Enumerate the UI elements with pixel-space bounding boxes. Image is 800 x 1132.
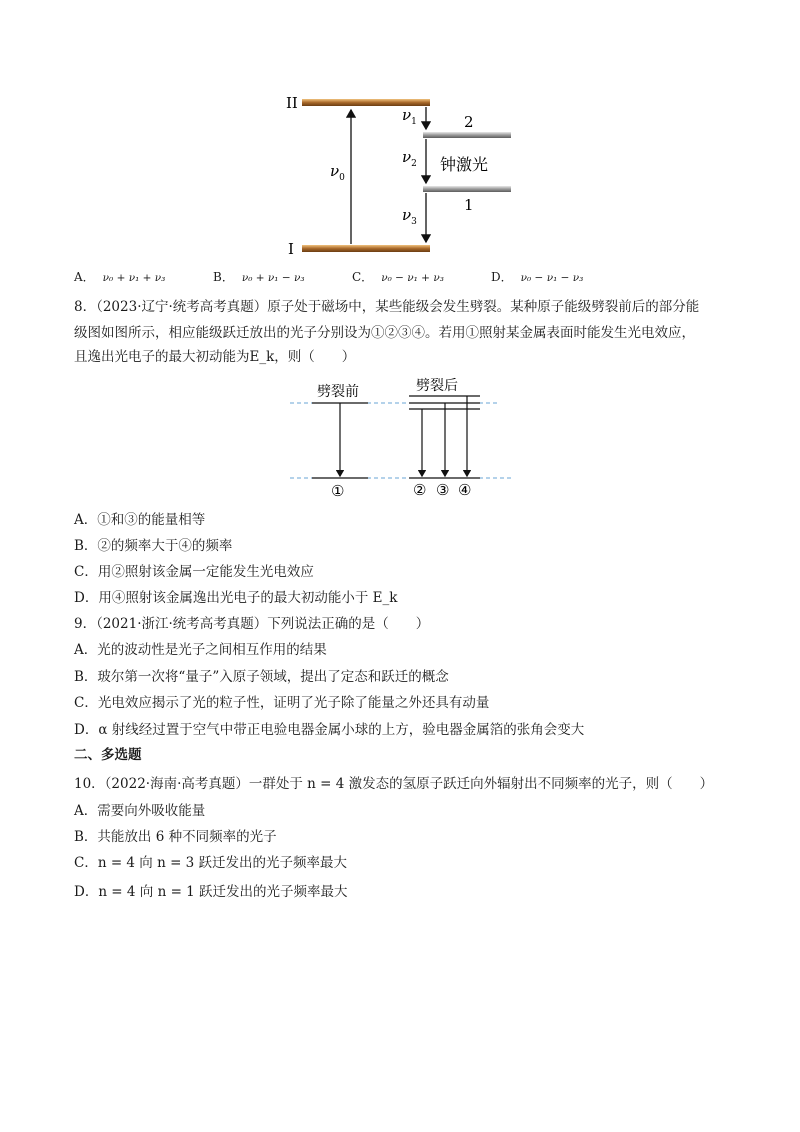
level-1-label: 1 xyxy=(464,196,474,214)
label-I: I xyxy=(288,240,294,258)
splitting-figure xyxy=(290,372,514,502)
q7-option-c[interactable]: C． ν₀ − ν₁ + ν₃ xyxy=(352,270,444,284)
q7-option-b[interactable]: B． ν₀ + ν₁ − ν₃ xyxy=(213,270,305,284)
q7-option-a[interactable]: A． ν₀ + ν₁ + ν₃ xyxy=(74,270,166,284)
circle-2-label: ② xyxy=(413,481,427,499)
level-2-label: 2 xyxy=(464,113,474,131)
q8-option-b[interactable]: B．②的频率大于④的频率 xyxy=(74,538,233,554)
level-2-bar xyxy=(423,132,511,138)
q9-option-a[interactable]: A．光的波动性是光子之间相互作用的结果 xyxy=(74,642,327,658)
section-heading: 二、多选题 xyxy=(74,747,142,763)
before-label: 劈裂前 xyxy=(317,384,359,400)
nu3-label: $\nu_3$ xyxy=(402,206,417,227)
nu0-label: $\nu_0$ xyxy=(330,162,345,183)
q8-stem-line1: 8．（2023·辽宁·统考高考真题）原子处于磁场中，某些能级会发生劈裂。某种原子能级劈裂前后的部分能 xyxy=(74,299,700,315)
circle-3-label: ③ xyxy=(436,481,450,499)
q8-stem-line2: 级图如图所示，相应能级跃迁放出的光子分别设为①②③④。若用①照射某金属表面时能发生光电效应， xyxy=(74,325,695,341)
laser-label: 钟激光 xyxy=(440,155,489,174)
after-label: 劈裂后 xyxy=(416,378,458,394)
q8-option-a[interactable]: A．①和③的能量相等 xyxy=(74,512,206,528)
q9-option-d[interactable]: D．α 射线经过置于空气中带正电验电器金属小球的上方，验电器金属箔的张角会变大 xyxy=(74,722,585,738)
nu1-label: $\nu_1$ xyxy=(402,106,417,127)
level-1-bar xyxy=(423,186,511,192)
q7-option-d[interactable]: D． ν₀ − ν₁ − ν₃ xyxy=(491,270,584,284)
label-II: II xyxy=(286,94,298,112)
q8-option-d[interactable]: D．用④照射该金属逸出光电子的最大初动能小于 E_k xyxy=(74,590,398,606)
q10-option-a[interactable]: A．需要向外吸收能量 xyxy=(74,803,206,819)
q10-stem: 10．（2022·海南·高考真题）一群处于 n = 4 激发态的氢原子跃迁向外辐射出不同频率的光子，则（ ） xyxy=(74,776,714,792)
q10-option-d[interactable]: D．n = 4 向 n = 1 跃迁发出的光子频率最大 xyxy=(74,884,348,900)
q8-stem-line3: 且逸出光电子的最大初动能为E_k，则（ ） xyxy=(74,349,356,365)
nu2-label: $\nu_2$ xyxy=(402,148,417,169)
energy-level-figure xyxy=(280,88,520,258)
level-II-bar xyxy=(302,99,430,106)
circle-1-label: ① xyxy=(331,482,345,500)
q9-option-c[interactable]: C．光电效应揭示了光的粒子性，证明了光子除了能量之外还具有动量 xyxy=(74,695,490,711)
q8-option-c[interactable]: C．用②照射该金属一定能发生光电效应 xyxy=(74,564,314,580)
q10-option-b[interactable]: B．共能放出 6 种不同频率的光子 xyxy=(74,829,277,845)
circle-4-label: ④ xyxy=(458,481,472,499)
level-I-bar xyxy=(302,245,430,252)
q9-stem: 9．（2021·浙江·统考高考真题）下列说法正确的是（ ） xyxy=(74,616,430,632)
q9-option-b[interactable]: B．玻尔第一次将“量子”入原子领域，提出了定态和跃迁的概念 xyxy=(74,669,449,685)
q10-option-c[interactable]: C．n = 4 向 n = 3 跃迁发出的光子频率最大 xyxy=(74,855,348,871)
